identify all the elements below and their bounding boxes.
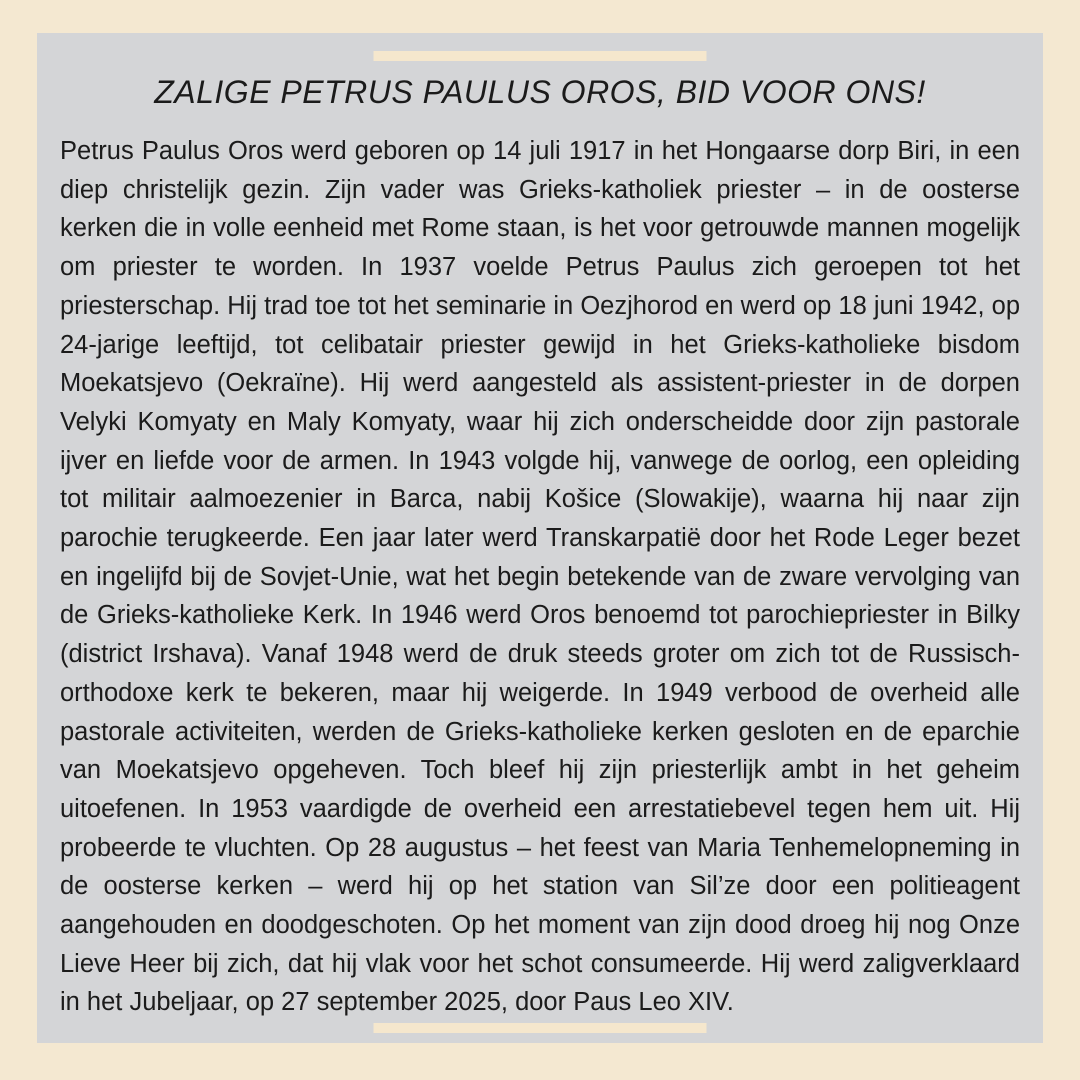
decorative-tape-strip-bottom bbox=[374, 1023, 707, 1033]
biography-text: Petrus Paulus Oros werd geboren op 14 juli 1917 in het Hongaarse dorp Biri, in een diep christelijk gezin. Zijn vader was Grieks-katholiek priester – in de oosterse kerken die in volle eenheid met Rome staan, is het voor getrouwde mannen mogelijk om priester te worden. In 1937 voelde Petrus Paulus zich geroepen tot het priesterschap. Hij trad toe tot het seminarie in Oezjhorod en werd op 18 juni 1942, op 24-jarige leeftijd, tot celibatair priester gewijd in het Grieks-katholieke bisdom Moekatsjevo (Oekraïne). Hij werd aangesteld als assistent-priester in de dorpen Velyki Komyaty en Maly Komyaty, waar hij zich onderscheidde door zijn pastorale ijver en liefde voor de armen. In 1943 volgde hij, vanwege de oorlog, een opleiding tot militair aalmoezenier in Barca, nabij Košice (Slowakije), waarna hij naar zijn parochie terugkeerde. Een jaar later werd Transkarpatië door het Rode Leger bezet en ingelijfd bij de Sovjet-Unie, wat het begin betekende van de zware vervolging van de Grieks-katholieke Kerk. In 1946 werd Oros benoemd tot parochiepriester in Bilky (district Irshava). Vanaf 1948 werd de druk steeds groter om zich tot de Russisch-orthodoxe kerk te bekeren, maar hij weigerde. In 1949 verbood de overheid alle pastorale activiteiten, werden de Grieks-katholieke kerken gesloten en de eparchie van Moekatsjevo opgeheven. Toch bleef hij zijn priesterlijk ambt in het geheim uitoefenen. In 1953 vaardigde de overheid een arrestatiebevel tegen hem uit. Hij probeerde te vluchten. Op 28 augustus – het feest van Maria Tenhemelopneming in de oosterse kerken – werd hij op het station van Sil’ze door een politieagent aangehouden en doodgeschoten. Op het moment van zijn dood droeg hij nog Onze Lieve Heer bij zich, dat hij vlak voor het schot consumeerde. Hij werd zaligverklaard in het Jubeljaar, op 27 september 2025, door Paus Leo XIV. bbox=[60, 137, 1020, 1017]
text-card bbox=[37, 33, 1043, 1043]
page-title: ZALIGE PETRUS PAULUS OROS, BID VOOR ONS! bbox=[154, 74, 926, 110]
decorative-tape-strip-top bbox=[374, 51, 707, 61]
